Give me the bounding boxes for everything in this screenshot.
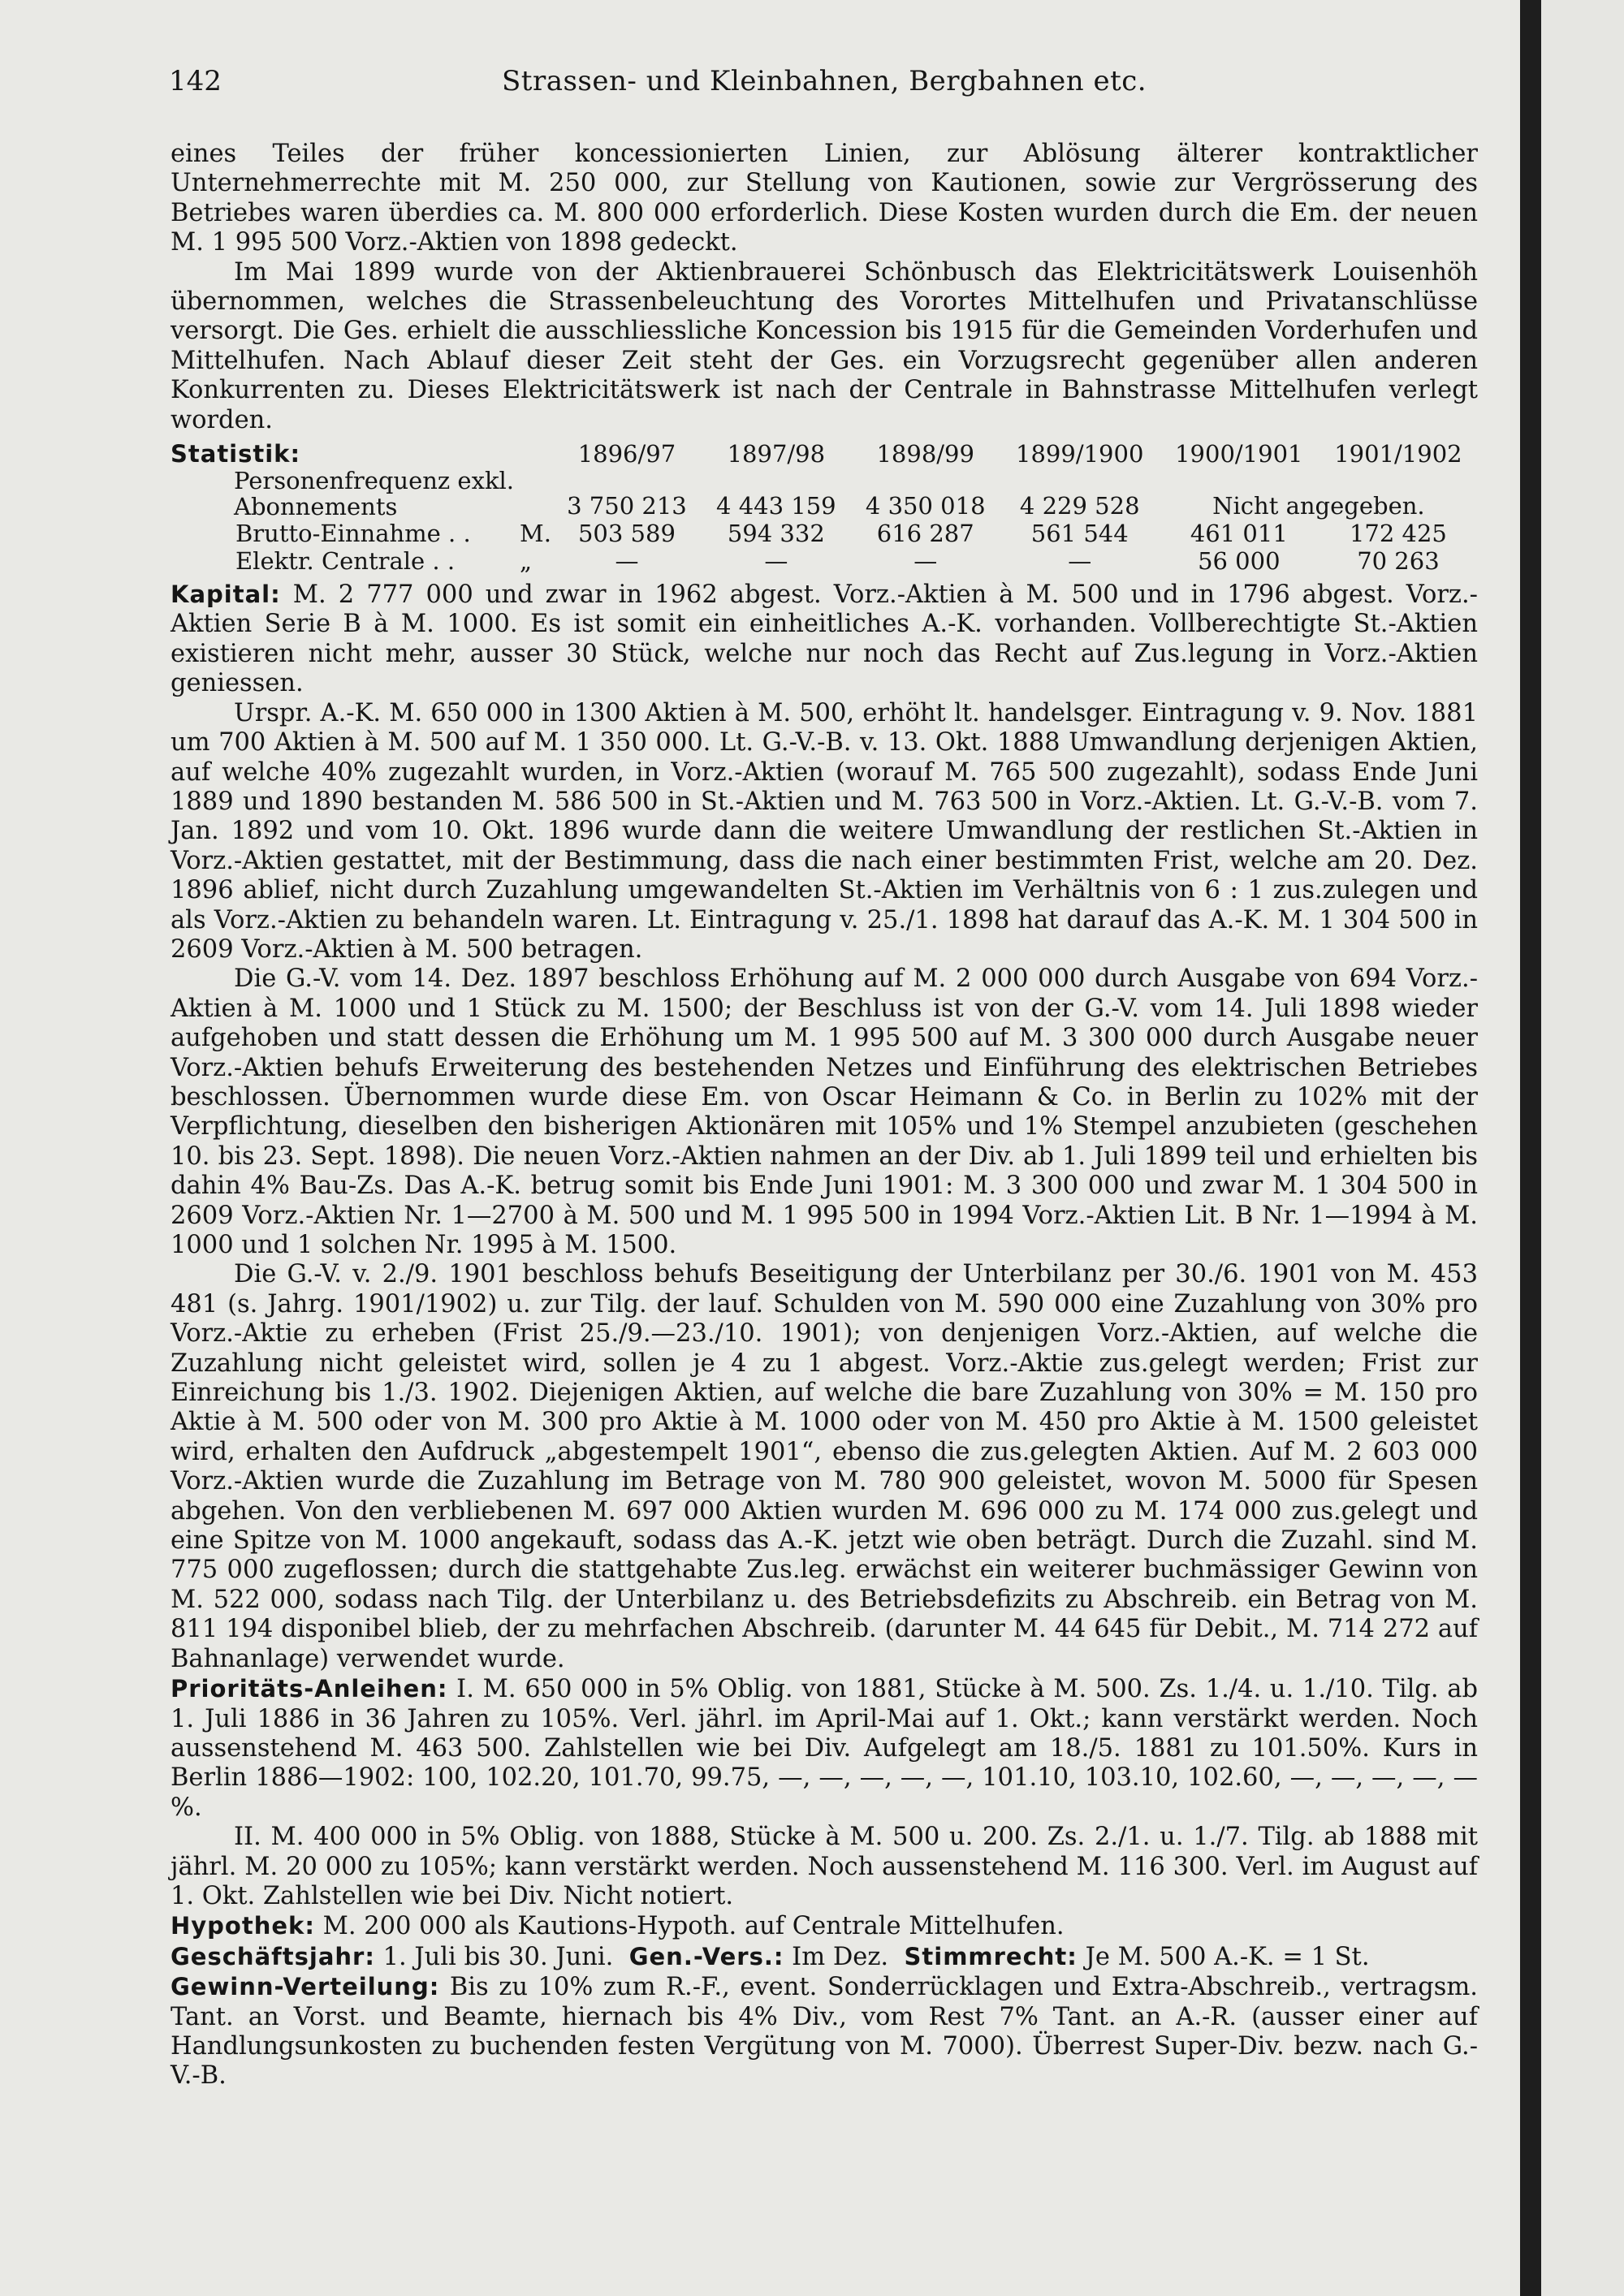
row-label: Brutto-Einnahme . . — [235, 520, 471, 548]
statistik-section — [171, 440, 1478, 575]
gewinn-text: Bis zu 10% zum R.-F., event. Sonderrücklagen und Extra-Abschreib., vertragsm. Tant. an Vorst. und Beamte, hiernach bis 4% Div., vom Rest 7% Tant. an A.-R. (ausser einer auf Handlungsunkosten zu buchenden festen Vergütung von M. 7000). Überrest Super-Div. bezw. nach G.-V.-B. — [171, 1973, 1478, 2091]
value-cell: 4 443 159 — [716, 492, 836, 520]
stimmrecht-label: Stimmrecht: — [904, 1942, 1078, 1970]
intro-paragraph-1: eines Teiles der früher koncessionierten Linien, zur Ablösung älterer kontraktlicher Unternehmerrechte mit M. 250 000, zur Stellung von Kautionen, sowie zur Vergrösserung des Betriebes waren überdies ca. M. 800 000 erforderlich. Diese Kosten wurden durch die Em. der neuen M. 1 995 500 Vorz.-Aktien von 1898 gedeckt. — [171, 140, 1478, 257]
next-page-edge — [1541, 0, 1624, 2296]
value-cell: — — [1068, 547, 1092, 576]
statistik-table — [171, 440, 1478, 575]
intro-paragraph-2: Im Mai 1899 wurde von der Aktienbrauerei Schönbusch das Elektricitätswerk Louisenhöh übernommen, welches die Strassenbeleuchtung des Vorortes Mittelhufen und Privatanschlüsse versorgt. Die Ges. erhielt die ausschliessliche Koncession bis 1915 für die Gemeinden Vorderhufen und Mittelhufen. Nach Ablauf dieser Zeit steht der Ges. ein Vorzugsrecht gegenüber allen anderen Konkurrenten zu. Dieses Elektricitätswerk ist nach der Centrale in Bahnstrasse Mittelhufen verlegt worden. — [171, 257, 1478, 434]
year-cell: 1896/97 — [577, 440, 676, 468]
prioritaets-paragraph-1 — [171, 1674, 1478, 1823]
value-cell: 561 544 — [1030, 520, 1129, 548]
value-cell: 3 750 213 — [567, 492, 687, 520]
value-cell: 172 425 — [1349, 520, 1447, 548]
kapital-paragraph-4: Die G.-V. v. 2./9. 1901 beschloss behufs Beseitigung der Unterbilanz per 30./6. 1901 von M. 453 481 (s. Jahrg. 1901/1902) u. zur Tilg. der lauf. Schulden von M. 590 000 eine Zuzahlung von 30% pro Vorz.-Aktie zu erheben (Frist 25./9.—23./10. 1901); von denjenigen Vorz.-Aktien, auf welche die Zuzahlung nicht geleistet wird, sollen je 4 zu 1 abgest. Vorz.-Aktie zus.gelegt werden; Frist zur Einreichung bis 1./3. 1902. Diejenigen Aktien, auf welche die bare Zuzahlung von 30% = M. 150 pro Aktie à M. 500 oder von M. 300 pro Aktie à M. 1000 oder von M. 450 pro Aktie à M. 1500 geleistet wird, erhalten den Aufdruck „abgestempelt 1901“, ebenso die zus.gelegten Aktien. Auf M. 2 603 000 Vorz.-Aktien wurde die Zuzahlung im Betrage von M. 780 900 geleistet, wovon M. 5000 für Spesen abgehen. Von den verbliebenen M. 697 000 Aktien wurden M. 696 000 zu M. 174 000 zus.gelegt und eine Spitze von M. 1000 angekauft, sodass das A.-K. jetzt wie oben beträgt. Durch die Zuzahl. sind M. 775 000 zugeflossen; durch die stattgehabte Zus.leg. erwächst ein weiterer buchmässiger Gewinn von M. 522 000, sodass nach Tilg. der Unterbilanz u. des Betriebsdefizits zu Abschreib. ein Betrag von M. 811 194 disponibel blieb, der zu mehrfachen Abschreib. (darunter M. 44 645 für Debit., M. 714 272 auf Bahnanlage) verwendet wurde. — [171, 1260, 1478, 1673]
value-cell: 4 350 018 — [865, 492, 986, 520]
value-cell: 594 332 — [727, 520, 825, 548]
kapital-text: M. 2 777 000 und zwar in 1962 abgest. Vorz.-Aktien à M. 500 und in 1796 abgest. Vorz.-Aktien Serie B à M. 1000. Es ist somit ein einheitliches A.-K. vorhanden. Vollberechtigte St.-Aktien existieren nicht mehr, ausser 30 Stück, welche nur noch das Recht auf Zus.legung in Vorz.-Aktien geniessen. — [171, 580, 1478, 698]
value-cell: — — [914, 547, 938, 576]
prioritaets-label: Prioritäts-Anleihen: — [171, 1675, 448, 1703]
hypothek-text: M. 200 000 als Kautions-Hypoth. auf Centrale Mittelhufen. — [322, 1912, 1065, 1941]
value-cell: 4 229 528 — [1019, 492, 1140, 520]
row-label: Personenfrequenz exkl. Abonnements — [234, 467, 515, 521]
value-cell: 70 263 — [1357, 547, 1440, 576]
kapital-paragraph-3: Die G.-V. vom 14. Dez. 1897 beschloss Erhöhung auf M. 2 000 000 durch Ausgabe von 694 Vorz.-Aktien à M. 1000 und 1 Stück zu M. 1500; der Beschluss ist von der G.-V. vom 14. Juli 1898 wieder aufgehoben und statt dessen die Erhöhung um M. 1 995 500 auf M. 3 300 000 durch Ausgabe neuer Vorz.-Aktien behufs Erweiterung des bestehenden Netzes und Einführung des elektrischen Betriebes beschlossen. Übernommen wurde diese Em. von Oscar Heimann & Co. in Berlin zu 102% mit der Verpflichtung, dieselben den bisherigen Aktionären mit 105% und 1% Stempel anzubieten (geschehen 10. bis 23. Sept. 1898). Die neuen Vorz.-Aktien nahmen an der Div. ab 1. Juli 1899 teil und erhielten bis dahin 4% Bau-Zs. Das A.-K. betrug somit bis Ende Juni 1901: M. 3 300 000 und zwar M. 1 304 500 in 2609 Vorz.-Aktien Nr. 1—2700 à M. 500 und M. 1 995 500 in 1994 Vorz.-Aktien Lit. B Nr. 1—1994 à M. 1000 und 1 solchen Nr. 1995 à M. 1500. — [171, 965, 1478, 1259]
value-cell: 503 589 — [577, 520, 676, 548]
statistik-label: Statistik: — [171, 440, 301, 468]
year-cell: 1899/1900 — [1016, 440, 1144, 468]
hypothek-paragraph — [171, 1911, 1478, 1941]
gewinn-paragraph — [171, 1972, 1478, 2091]
year-cell: 1900/1901 — [1175, 440, 1303, 468]
stimmrecht-text: Je M. 500 A.-K. = 1 St. — [1085, 1942, 1370, 1971]
geschaeftsjahr-label: Geschäftsjahr: — [171, 1942, 375, 1970]
kapital-label: Kapital: — [171, 580, 281, 609]
row-label: Elektr. Centrale . . — [235, 547, 456, 576]
gen-vers-label: Gen.-Vers.: — [628, 1942, 784, 1970]
value-cell: — — [615, 547, 639, 576]
kapital-paragraph-2: Urspr. A.-K. M. 650 000 in 1300 Aktien à M. 500, erhöht lt. handelsger. Eintragung v. 9. Nov. 1881 um 700 Aktien à M. 500 auf M. 1 350 000. Lt. G.-V.-B. v. 13. Okt. 1888 Umwandlung derjenigen Aktien, auf welche 40% zugezahlt wurden, in Vorz.-Aktien (worauf M. 765 500 zugezahlt), sodass Ende Juni 1889 und 1890 bestanden M. 586 500 in St.-Aktien und M. 763 500 in Vorz.-Aktien. Lt. G.-V.-B. vom 7. Jan. 1892 und vom 10. Okt. 1896 wurde dann die weitere Umwandlung der restlichen St.-Aktien in Vorz.-Aktien gestattet, mit der Bestimmung, dass die nach einer bestimmten Frist, welche am 20. Dez. 1896 ablief, nicht durch Zuzahlung umgewandelten St.-Aktien im Verhältnis von 6 : 1 zus.zulegen und als Vorz.-Aktien zu behandeln waren. Lt. Eintragung v. 25./1. 1898 hat darauf das A.-K. M. 1 304 500 in 2609 Vorz.-Aktien à M. 500 betragen. — [171, 698, 1478, 964]
kapital-paragraph-1 — [171, 580, 1478, 699]
year-cell: 1901/1902 — [1334, 440, 1462, 468]
page-gutter — [1520, 0, 1541, 2296]
hypothek-label: Hypothek: — [171, 1912, 315, 1940]
geschaeft-paragraph — [171, 1942, 1478, 1972]
statistik-row — [171, 468, 1478, 520]
value-cell: 461 011 — [1190, 520, 1288, 548]
statistik-label-cell — [171, 440, 520, 468]
value-cell: 616 287 — [876, 520, 974, 548]
year-cell: 1897/98 — [727, 440, 826, 468]
row-unit — [520, 468, 552, 520]
prioritaets-text: I. M. 650 000 in 5% Oblig. von 1881, Stücke à M. 500. Zs. 1./4. u. 1./10. Tilg. ab 1. Juli 1886 in 36 Jahren zu 105%. Verl. jährl. im April-Mai auf 1. Okt.; kann verstärkt werden. Noch aussenstehend M. 463 500. Zahlstellen wie bei Div. Aufgelegt am 18./5. 1881 zu 101.50%. Kurs in Berlin 1886—1902: 100, 102.20, 101.70, 99.75, —, —, —, —, —, 101.10, 103.10, 102.60, —, —, —, —, —%. — [171, 1675, 1478, 1822]
row-unit: „ — [520, 547, 533, 576]
running-title: Strassen- und Kleinbahnen, Bergbahnen etc. — [502, 65, 1147, 97]
page-number: 142 — [169, 65, 222, 97]
prioritaets-paragraph-2: II. M. 400 000 in 5% Oblig. von 1888, Stücke à M. 500 u. 200. Zs. 2./1. u. 1./7. Tilg. ab 1888 mit jährl. M. 20 000 zu 105%; kann verstärkt werden. Noch aussenstehend M. 116 300. Verl. im August auf 1. Okt. Zahlstellen wie bei Div. Nicht notiert. — [171, 1823, 1478, 1910]
value-cell: Nicht angegeben. — [1212, 492, 1425, 520]
row-unit: M. — [520, 520, 551, 548]
year-cell: 1898/99 — [876, 440, 974, 468]
statistik-row — [171, 547, 1478, 575]
geschaeftsjahr-text: 1. Juli bis 30. Juni. — [382, 1942, 614, 1971]
gewinn-label: Gewinn-Verteilung: — [171, 1973, 440, 2001]
value-cell: — — [764, 547, 788, 576]
page-body — [171, 140, 1478, 2091]
page-header — [169, 65, 1484, 106]
value-cell: 56 000 — [1198, 547, 1281, 576]
statistik-header-row — [171, 440, 1478, 468]
gen-vers-text: Im Dez. — [792, 1942, 889, 1971]
statistik-row — [171, 520, 1478, 547]
